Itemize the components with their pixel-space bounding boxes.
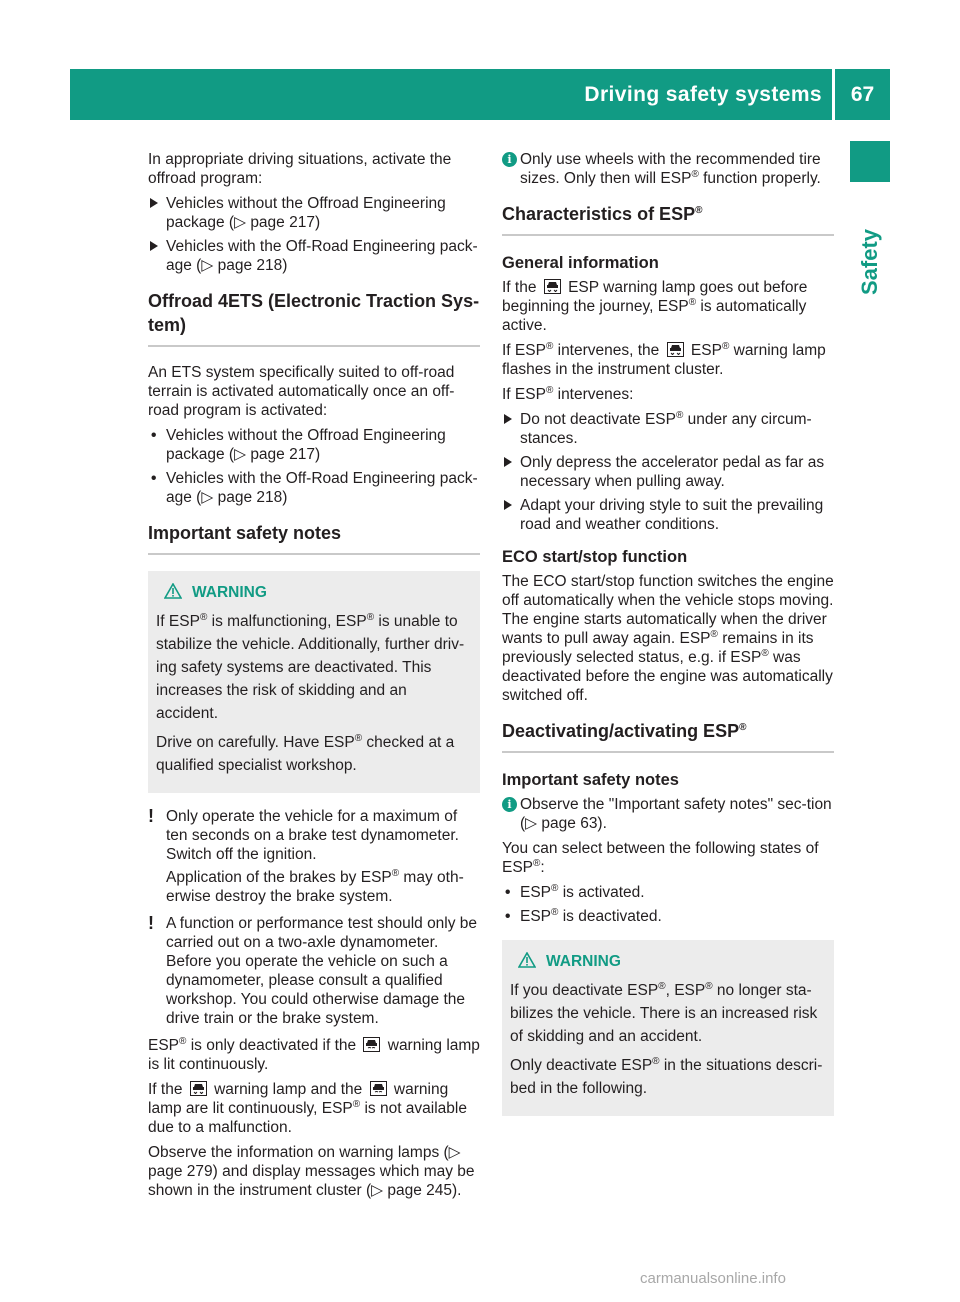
warning-box [148,571,480,793]
info-icon: i [502,797,517,812]
ref-arrow-icon: ▷ [234,214,251,231]
list-item: • Vehicles with the Off-Road Engineering pack-age (▷ page 218) [148,469,480,507]
exclamation-icon: ! [148,806,154,826]
warning-triangle-icon [518,952,536,975]
page-number: 67 [835,69,890,120]
esp-malfunction-info: If the warning lamp and the warning lamp are lit continuously, ESP® is not available due to a malfunction. [148,1081,467,1136]
ref-arrow-icon: ▷ [234,446,251,463]
general-text: If ESP® intervenes: [502,384,634,403]
heading-rule [502,234,834,236]
select-states-text: You can select between the following states of ESP®: [502,840,819,876]
instruction-step: Only depress the accelerator pedal as far as necessary when pulling away. [502,453,834,491]
instruction-step: Vehicles with the Off-Road Engineering pack-age (▷ page 218) [148,237,480,275]
subheading-general-information: General information [502,254,659,272]
instruction-step: Adapt your driving style to suit the prevailing road and weather conditions. [502,496,834,534]
ref-arrow-icon: ▷ [371,1182,388,1199]
list-item: • ESP® is deactivated. [502,907,834,926]
esp-lamp-icon [667,342,684,357]
instruction-step: Do not deactivate ESP® under any circum-stances. [502,410,834,448]
note-box: ! A function or performance test should only be carried out on a two-axle dynamometer. Before you operate the vehicle on such a dynamometer, please consult a qualified workshop. You could otherwise damage the drive train or the brake system. [148,913,478,1027]
note-box: ! Only operate the vehicle for a maximum of ten seconds on a brake test dynamometer. Switch off the ignition. Application of the brakes by ESP® may oth-erwise destroy the brake system. [148,806,464,905]
watermark: carmanualsonline.info [640,1270,786,1287]
warning-text: If you deactivate ESP®, ESP® no longer sta-bilizes the vehicle. There is an increased risk of skidding and an accident. [510,980,818,1045]
heading-deactivating-esp: Deactivating/activating ESP® [502,721,747,741]
left-column [148,150,480,1206]
eco-text: The ECO start/stop function switches the engine off automatically when the vehicle stops moving. The engine starts automatically when the driver wants to pull away again. ESP® remains in its previously selected status, e.g. if ESP® was deactivated before the engine was automatically switched off. [502,573,834,704]
heading-offroad-4ets: Offroad 4ETS (Electronic Traction Sys-tem) [148,291,480,335]
observe-info: Observe the information on warning lamps (▷ page 279) and display messages which may be shown in the instrument cluster (▷ page 245). [148,1144,475,1199]
warning-triangle-icon [164,583,182,606]
warning-text: If ESP® is malfunctioning, ESP® is unable to stabilize the vehicle. Additionally, further driv-ing safety systems are deactivated. This increases the risk of skidding and an accident. [156,611,465,722]
subheading-eco-start-stop: ECO start/stop function [502,548,688,566]
side-tab-text: Safety [857,228,882,296]
warning-text: Drive on carefully. Have ESP® checked at a qualified specialist workshop. [156,732,455,774]
esp-off-lamp-icon [370,1081,387,1096]
subheading-important-safety-notes: Important safety notes [502,771,679,789]
list-item: • ESP® is activated. [502,883,834,902]
info-note: i Only use wheels with the recommended tire sizes. Only then will ESP® function properly. [502,150,834,188]
ref-arrow-icon: ▷ [201,257,218,274]
offroad-intro: In appropriate driving situations, activate the offroad program: [148,151,452,187]
list-item: • Vehicles without the Offroad Engineering package (▷ page 217) [148,426,480,464]
heading-rule [148,553,480,555]
instruction-step: Vehicles without the Offroad Engineering package (▷ page 217) [148,194,480,232]
heading-rule [148,345,480,347]
ref-arrow-icon: ▷ [448,1144,461,1161]
esp-off-lamp-icon [363,1037,380,1052]
general-text: If ESP® intervenes, the ESP® warning lamp flashes in the instrument cluster. [502,340,826,378]
warning-title: WARNING [510,950,826,975]
ref-arrow-icon: ▷ [201,489,218,506]
esp-lamp-icon [190,1081,207,1096]
ref-arrow-icon: ▷ [525,815,542,832]
side-tab-label [850,192,890,332]
info-note: i Observe the "Important safety notes" sec-tion (▷ page 63). [502,795,834,833]
esp-deactivated-info: ESP® is only deactivated if the warning lamp is lit continuously. [148,1035,480,1073]
info-icon: i [502,152,517,167]
warning-title: WARNING [156,581,472,606]
warning-box [502,940,834,1116]
side-tab-block [850,141,890,182]
warning-text: Only deactivate ESP® in the situations descri-bed in the following. [510,1055,823,1097]
heading-characteristics-esp: Characteristics of ESP® [502,204,703,224]
heading-important-safety-notes: Important safety notes [148,523,342,543]
general-text: If the ESP warning lamp goes out before beginning the journey, ESP® is automatically active. [502,279,808,334]
page-section-title: Driving safety systems [584,83,822,106]
exclamation-icon: ! [148,913,154,933]
ets-intro: An ETS system specifically suited to off-road terrain is activated automatically once an off-road program is activated: [148,364,455,419]
esp-lamp-icon [544,279,561,294]
right-column [502,150,834,1130]
heading-rule [502,751,834,753]
